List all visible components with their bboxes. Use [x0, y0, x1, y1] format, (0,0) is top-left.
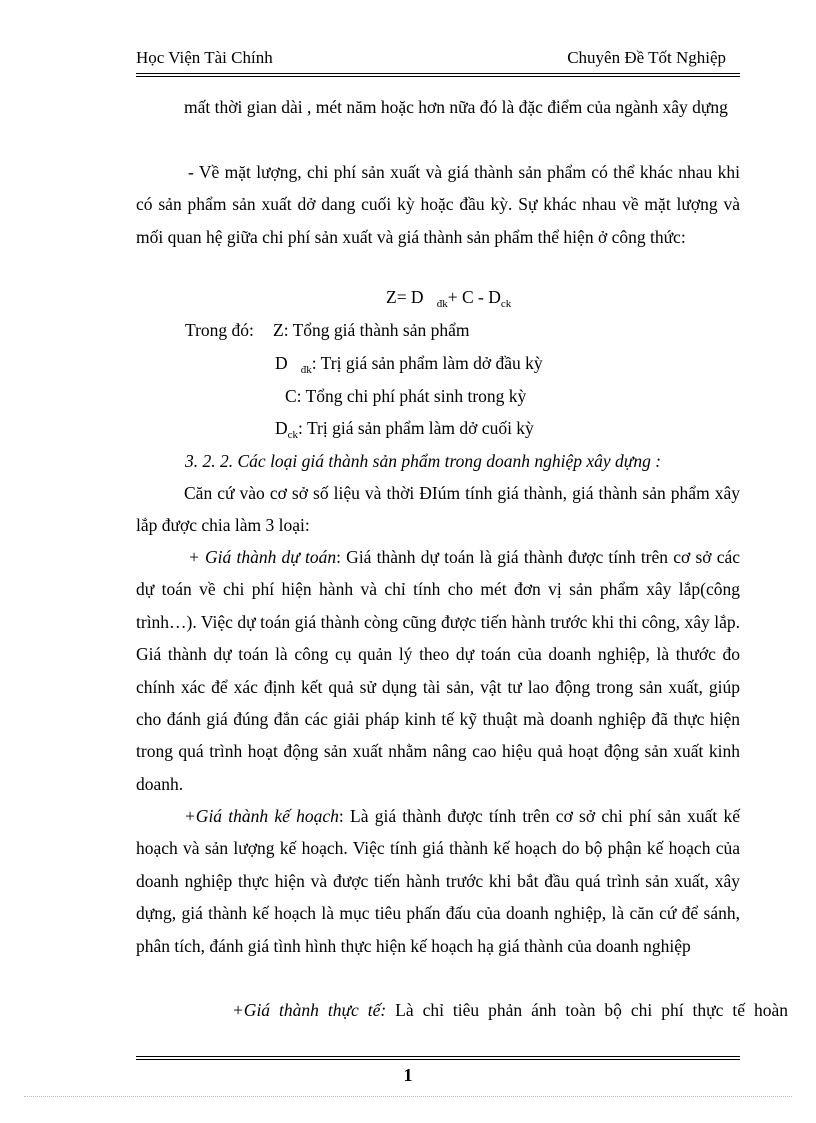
legend-d-text: : Trị giá sản phẩm làm dở đầu kỳ: [311, 353, 543, 373]
cost-formula: [386, 287, 511, 308]
formula-part-a: Z= D: [386, 287, 424, 307]
section-heading-text: 3. 2. 2. Các loại giá thành sản phẩm trong doanh nghiệp xây dựng :: [185, 451, 662, 471]
paragraph-5-text: : Là giá thành được tính trên cơ sở chi phí sản xuất kế hoạch và sản lượng kế hoạch. Việc tính giá thành kế hoạch do bộ phận kế hoạch của doanh nghiệp thực hiện và được tiến hành trước khi bắt đầu quá trình sản xuất, xây dựng, giá thành kế hoạch là mục tiêu phấn đấu của doanh nghiệp, là căn cứ để sánh, phân tích, đánh giá tình hình thực hiện kế hoạch hạ giá thành của doanh nghiệp: [136, 806, 740, 956]
paragraph-5-label: +Giá thành kế hoạch: [184, 806, 339, 826]
paragraph-6-label: +Giá thành thực tế:: [232, 1000, 387, 1020]
formula-sub-ck: ck: [500, 298, 512, 310]
legend-dck-symbol: D: [275, 418, 288, 438]
legend-d-dk: [275, 353, 543, 374]
footer-rule-top: [136, 1056, 740, 1057]
legend-d-symbol: D: [275, 353, 288, 373]
legend-d-ck: [275, 418, 534, 439]
paragraph-2: - Về mặt lượng, chi phí sản xuất và giá thành sản phẩm có thể khác nhau khi có sản phẩm sản xuất dở dang cuối kỳ hoặc đầu kỳ. Sự khác nhau về mặt lượng và mối quan hệ giữa chi phí sản xuất và giá thành sản phẩm thể hiện ở công thức:: [136, 162, 740, 247]
formula-part-b: + C - D: [447, 287, 501, 307]
header-rule-bottom: [136, 76, 740, 77]
legend-dck-text: : Trị giá sản phẩm làm dở cuối kỳ: [298, 418, 534, 438]
page-number: 1: [403, 1065, 413, 1085]
legend-d-subscript: đk: [300, 364, 312, 376]
formula-sub-dk: đk: [436, 298, 448, 310]
paragraph-5: [136, 800, 740, 962]
header-institution: Học Viện Tài Chính: [136, 48, 273, 67]
legend-dck-subscript: ck: [287, 429, 299, 441]
paragraph-4: [136, 541, 740, 800]
header-document-type: Chuyên Đề Tốt Nghiệp: [567, 48, 726, 67]
paragraph-1: mất thời gian dài , mét năm hoặc hơn nữa đó là đặc điểm của ngành xây dựng: [184, 97, 728, 117]
legend-c: C: Tổng chi phí phát sinh trong kỳ: [285, 386, 527, 406]
legend-intro: Trong đó:: [185, 320, 254, 340]
paragraph-4-label: + Giá thành dự toán: [188, 547, 337, 567]
header-rule-top: [136, 73, 740, 74]
paragraph-3: Căn cứ vào cơ sở số liệu và thời ĐIúm tính giá thành, giá thành sản phẩm xây lắp được chia làm 3 loại:: [136, 483, 740, 536]
paragraph-6-text: Là chỉ tiêu phản ánh toàn bộ chi phí thực tế hoàn: [386, 1000, 788, 1020]
section-heading: [185, 451, 661, 472]
paragraph-4-text: : Giá thành dự toán là giá thành được tính trên cơ sở các dự toán về chi phí hiện hành và chỉ tính cho mét đơn vị sản phẩm xây lắp(công trình…). Việc dự toán giá thành còng cũng được tiến hành trước khi thi công, xây lắp. Giá thành dự toán là công cụ quản lý theo dự toán của doanh nghiệp, là thước đo chính xác để xác định kết quả sử dụng tài sản, vật tư lao động trong sản xuất, giúp cho đánh giá đúng đắn các giải pháp kinh tế kỹ thuật mà doanh nghiệp đã thực hiện trong quá trình hoạt động sản xuất nhằm nâng cao hiệu quả hoạt động sản xuất kinh doanh.: [136, 547, 741, 794]
page-break-line: [24, 1096, 792, 1097]
footer-rule-bottom: [136, 1059, 740, 1060]
legend-z: Z: Tổng giá thành sản phẩm: [273, 320, 470, 340]
paragraph-6: [136, 994, 788, 1026]
